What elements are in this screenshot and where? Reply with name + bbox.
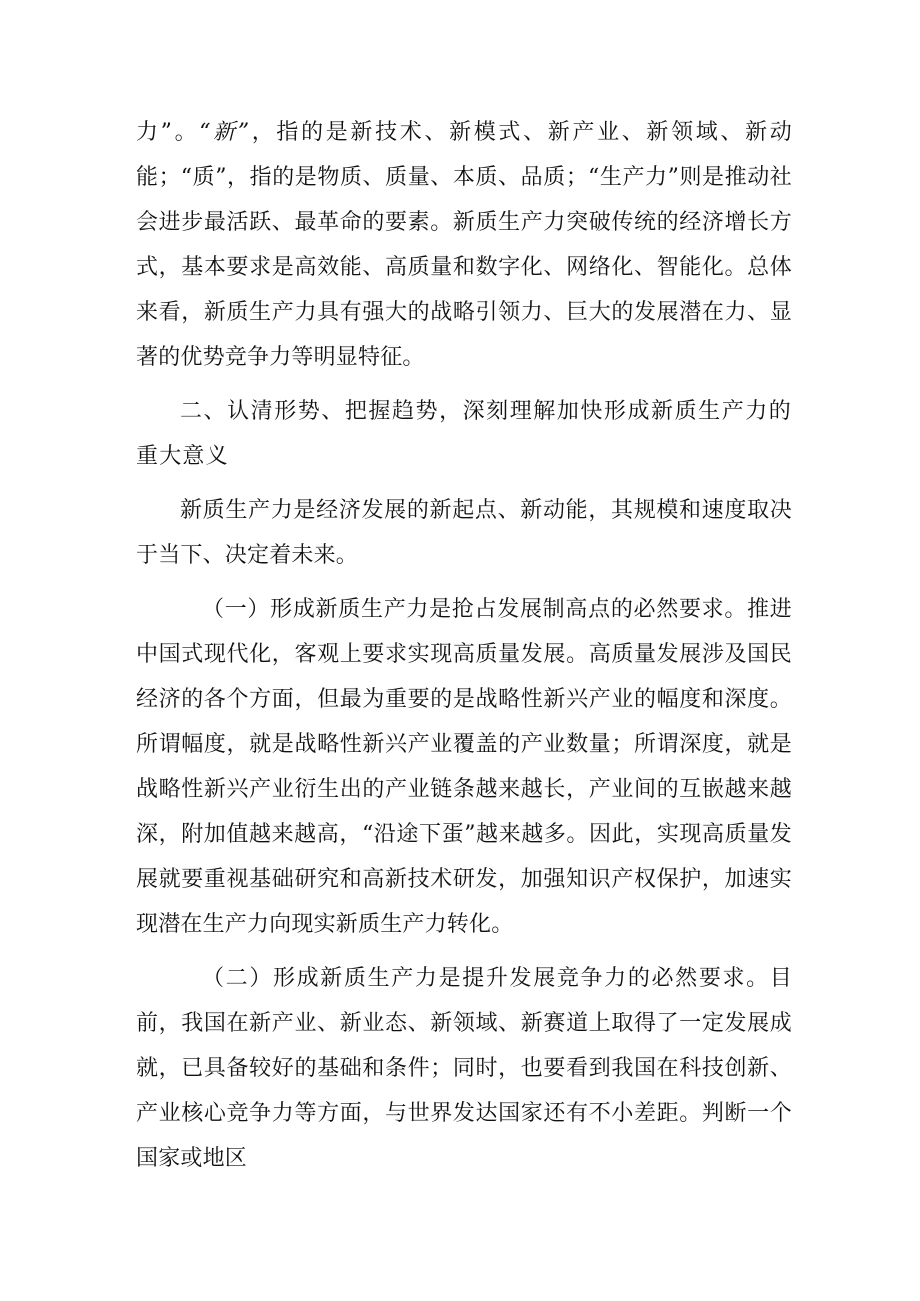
document-body (136, 110, 792, 1181)
intro-paragraph (136, 110, 792, 380)
intro-rest: ，指的是新技术、新模式、新产业、新领域、新动能；“质”，指的是物质、质量、本质、品质；“生产力”则是推动社会进步最活跃、最革命的要素。新质生产力突破传统的经济增长方式，基本要求是高效能、高质量和数字化、网络化、智能化。总体来看，新质生产力具有强大的战略引领力、巨大的发展潜在力、显著的优势竞争力等明显特征。 (136, 120, 792, 370)
intro-italic-term: “新” (199, 120, 250, 145)
intro-lead: 力”。 (136, 120, 200, 145)
point-1-paragraph: （一）形成新质生产力是抢占发展制高点的必然要求。推进中国式现代化，客观上要求实现高质量发展。高质量发展涉及国民经济的各个方面，但最为重要的是战略性新兴产业的幅度和深度。所谓幅度，就是战略性新兴产业覆盖的产业数量；所谓深度，就是战略性新兴产业衍生出的产业链条越来越长，产业间的互嵌越来越深，附加值越来越高，“沿途下蛋”越来越多。因此，实现高质量发展就要重视基础研究和高新技术研发，加强知识产权保护，加速实现潜在生产力向现实新质生产力转化。 (136, 597, 792, 937)
section-2-title: 二、认清形势、把握趋势，深刻理解加快形成新质生产力的重大意义 (136, 399, 792, 469)
point-2-paragraph: （二）形成新质生产力是提升发展竞争力的必然要求。目前，我国在新产业、新业态、新领域、新赛道上取得了一定发展成就，已具备较好的基础和条件；同时，也要看到我国在科技创新、产业核心竞争力等方面，与世界发达国家还有不小差距。判断一个国家或地区 (136, 966, 792, 1171)
section-2-intro: 新质生产力是经济发展的新起点、新动能，其规模和速度取决于当下、决定着未来。 (136, 498, 792, 568)
